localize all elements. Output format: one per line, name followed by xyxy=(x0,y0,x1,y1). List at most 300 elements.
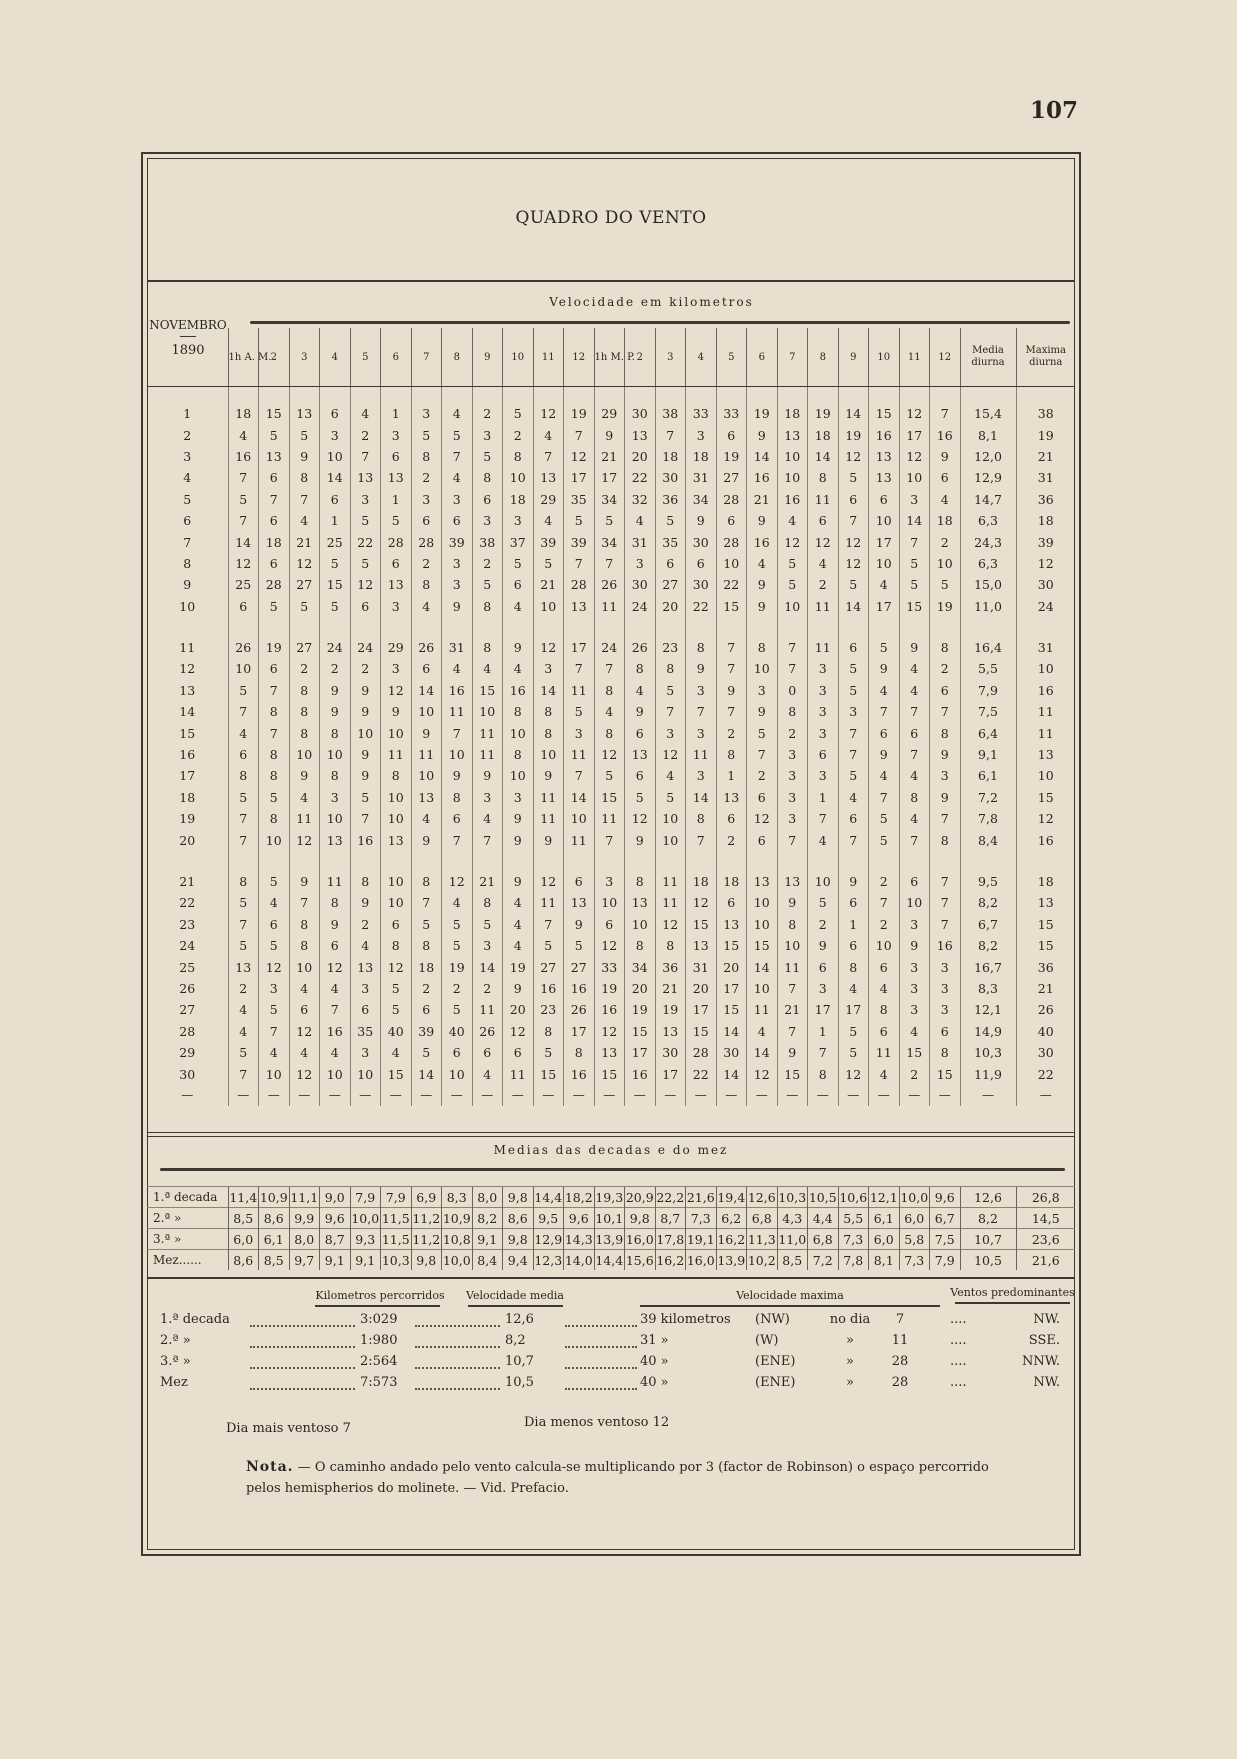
velocity-cell: 5 xyxy=(259,596,290,617)
velocity-cell: 5 xyxy=(747,722,778,743)
dash-cell: — xyxy=(381,1085,412,1106)
spacer-cell xyxy=(625,851,656,871)
velocity-cell: 10 xyxy=(716,553,747,574)
summary-dia: 28 xyxy=(891,1375,909,1390)
velocity-cell: 5 xyxy=(228,892,259,913)
velocity-cell: 13 xyxy=(869,446,900,467)
velocity-cell: 12 xyxy=(320,956,351,977)
average-cell: 7,3 xyxy=(686,1208,717,1229)
spacer-cell xyxy=(716,617,747,637)
day-cell: 22 xyxy=(179,895,196,911)
velocity-cell: 3 xyxy=(564,722,595,743)
velocity-cell: 30 xyxy=(686,574,717,595)
velocity-cell: 11 xyxy=(411,744,442,765)
average-cell: 19,3 xyxy=(594,1187,625,1208)
media-cell: 6,3 xyxy=(960,553,1016,574)
velocity-cell: 7 xyxy=(411,892,442,913)
hour-header: 11 xyxy=(899,328,930,387)
hour-header: 5 xyxy=(716,328,747,387)
hour-header: 7 xyxy=(411,328,442,387)
velocity-cell: 9 xyxy=(930,744,961,765)
velocity-cell: 7 xyxy=(777,658,808,679)
velocity-cell: 4 xyxy=(625,680,656,701)
velocity-cell: 16 xyxy=(594,999,625,1020)
velocity-cell: 8 xyxy=(533,1021,564,1042)
velocity-cell: 7 xyxy=(930,914,961,935)
average-cell: 10,5 xyxy=(808,1187,839,1208)
table-row xyxy=(147,510,1075,531)
velocity-cell: 13 xyxy=(625,892,656,913)
velocity-cell: 3 xyxy=(594,871,625,892)
velocity-cell: 9 xyxy=(747,510,778,531)
velocity-cell: 4 xyxy=(503,596,534,617)
average-cell: 8,1 xyxy=(869,1250,900,1271)
spacer-cell xyxy=(808,851,839,871)
velocity-cell: 4 xyxy=(289,510,320,531)
velocity-cell: 4 xyxy=(381,1042,412,1063)
velocity-cell: 6 xyxy=(869,1021,900,1042)
velocity-cell: 9 xyxy=(625,701,656,722)
velocity-cell: 5 xyxy=(564,510,595,531)
velocity-cell: 26 xyxy=(228,637,259,658)
velocity-cell: 2 xyxy=(930,531,961,552)
average-cell: 22,2 xyxy=(655,1187,686,1208)
average-cell: 7,9 xyxy=(350,1187,381,1208)
average-cell: 9,7 xyxy=(289,1250,320,1271)
velocity-cell: 6 xyxy=(808,744,839,765)
velocity-cell: 7 xyxy=(442,722,473,743)
velocity-cell: 15 xyxy=(899,1042,930,1063)
velocity-cell: 8 xyxy=(411,935,442,956)
velocity-cell: 7 xyxy=(808,808,839,829)
day-cell: 12 xyxy=(179,661,196,677)
media-cell: 8,3 xyxy=(960,978,1016,999)
velocity-cell: 6 xyxy=(808,956,839,977)
velocity-cell: 7 xyxy=(289,489,320,510)
spacer-cell xyxy=(594,851,625,871)
velocity-cell: 15 xyxy=(686,1021,717,1042)
velocity-cell: 16 xyxy=(747,531,778,552)
dash-cell: — xyxy=(594,1085,625,1106)
velocity-cell: 10 xyxy=(777,596,808,617)
table-row xyxy=(147,553,1075,574)
leader-dots: .... xyxy=(950,1354,967,1369)
velocity-cell: 8 xyxy=(259,701,290,722)
velocity-cell: 30 xyxy=(625,403,656,424)
velocity-cell: 6 xyxy=(686,553,717,574)
average-cell: 8,4 xyxy=(472,1250,503,1271)
velocity-cell: 5 xyxy=(442,914,473,935)
velocity-cell: 13 xyxy=(686,935,717,956)
velocity-cell: 13 xyxy=(350,467,381,488)
velocity-cell: 12 xyxy=(838,1063,869,1084)
day-cell: 13 xyxy=(179,682,196,698)
dash-row xyxy=(147,1085,1075,1106)
velocity-cell: 13 xyxy=(411,787,442,808)
velocity-cell: 6 xyxy=(350,596,381,617)
velocity-cell: 10 xyxy=(411,765,442,786)
velocity-cell: 4 xyxy=(411,596,442,617)
velocity-cell: 8 xyxy=(289,680,320,701)
velocity-cell: 5 xyxy=(625,787,656,808)
velocity-cell: 7 xyxy=(533,914,564,935)
average-row xyxy=(147,1229,1075,1250)
leader-dots xyxy=(415,1346,500,1348)
spacer-cell xyxy=(503,617,534,637)
velocity-cell: 33 xyxy=(716,403,747,424)
velocity-cell: 16 xyxy=(869,424,900,445)
average-cell: 10,2 xyxy=(747,1250,778,1271)
table-row xyxy=(147,935,1075,956)
velocity-cell: 4 xyxy=(747,553,778,574)
velocity-cell: 6 xyxy=(259,914,290,935)
velocity-cell: 2 xyxy=(869,871,900,892)
velocity-cell: 2 xyxy=(350,658,381,679)
day-cell: 3 xyxy=(183,448,192,464)
velocity-cell: 3 xyxy=(808,978,839,999)
velocity-cell: 17 xyxy=(594,467,625,488)
velocity-cell: 14 xyxy=(838,596,869,617)
average-max-cell: 23,6 xyxy=(1016,1229,1075,1250)
velocity-cell: 3 xyxy=(899,956,930,977)
spacer-cell xyxy=(320,387,351,404)
velocity-cell: 10 xyxy=(442,744,473,765)
velocity-cell: 20 xyxy=(625,446,656,467)
day-header xyxy=(147,328,228,387)
max-cell: 11 xyxy=(1016,701,1075,722)
hour-header: 10 xyxy=(503,328,534,387)
max-cell: 36 xyxy=(1016,489,1075,510)
velocity-cell: 4 xyxy=(289,978,320,999)
velocity-cell: 4 xyxy=(442,892,473,913)
velocity-cell: 5 xyxy=(259,787,290,808)
summary-media: 8,2 xyxy=(505,1333,526,1348)
velocity-cell: 4 xyxy=(899,658,930,679)
media-cell: 6,1 xyxy=(960,765,1016,786)
spacer-cell xyxy=(655,387,686,404)
velocity-cell: 4 xyxy=(899,808,930,829)
velocity-cell: 34 xyxy=(625,956,656,977)
velocity-cell: 12 xyxy=(594,935,625,956)
velocity-cell: 8 xyxy=(259,765,290,786)
velocity-cell: 7 xyxy=(930,808,961,829)
velocity-cell: 18 xyxy=(228,403,259,424)
velocity-cell: 10 xyxy=(411,701,442,722)
table-row xyxy=(147,1063,1075,1084)
velocity-cell: 4 xyxy=(869,765,900,786)
average-cell: 16,0 xyxy=(686,1250,717,1271)
velocity-cell: 11 xyxy=(442,701,473,722)
velocity-cell: 3 xyxy=(411,489,442,510)
spacer-cell xyxy=(228,617,259,637)
velocity-cell: 39 xyxy=(411,1021,442,1042)
hour-header: 9 xyxy=(472,328,503,387)
media-cell: 6,4 xyxy=(960,722,1016,743)
spacer-cell xyxy=(289,387,320,404)
velocity-cell: 22 xyxy=(716,574,747,595)
velocity-cell: 6 xyxy=(838,892,869,913)
velocity-cell: 10 xyxy=(381,808,412,829)
velocity-cell: 2 xyxy=(228,978,259,999)
average-media-cell: 10,5 xyxy=(960,1250,1016,1271)
velocity-cell: 5 xyxy=(259,424,290,445)
velocity-cell: 4 xyxy=(747,1021,778,1042)
average-cell: 19,1 xyxy=(686,1229,717,1250)
velocity-cell: 7 xyxy=(777,637,808,658)
average-cell: 9,6 xyxy=(564,1208,595,1229)
velocity-cell: 7 xyxy=(747,744,778,765)
velocity-cell: 11 xyxy=(381,744,412,765)
velocity-cell: 3 xyxy=(625,553,656,574)
velocity-cell: 8 xyxy=(320,892,351,913)
velocity-cell: 10 xyxy=(747,892,778,913)
velocity-cell: 31 xyxy=(686,956,717,977)
average-media-cell: 10,7 xyxy=(960,1229,1016,1250)
velocity-cell: 6 xyxy=(808,510,839,531)
velocity-cell: 18 xyxy=(259,531,290,552)
hour-header: 2 xyxy=(259,328,290,387)
hour-header: 10 xyxy=(869,328,900,387)
velocity-cell: 4 xyxy=(808,829,839,850)
velocity-cell: 2 xyxy=(350,914,381,935)
dash-cell: — xyxy=(472,1085,503,1106)
average-cell: 16,0 xyxy=(625,1229,656,1250)
velocity-cell: 10 xyxy=(503,765,534,786)
velocity-cell: 15 xyxy=(747,935,778,956)
velocity-cell: 6 xyxy=(716,424,747,445)
velocity-cell: 7 xyxy=(930,403,961,424)
spacer-cell xyxy=(381,617,412,637)
average-cell: 7,8 xyxy=(838,1250,869,1271)
spacer-cell xyxy=(442,387,473,404)
velocity-cell: 5 xyxy=(472,914,503,935)
summary-km: 1:980 xyxy=(360,1333,398,1348)
velocity-cell: 10 xyxy=(259,1063,290,1084)
velocity-cell: 7 xyxy=(228,914,259,935)
hour-header: 9 xyxy=(838,328,869,387)
average-label: 2.ª » xyxy=(147,1208,228,1229)
media-cell: 6,3 xyxy=(960,510,1016,531)
media-cell: 12,9 xyxy=(960,467,1016,488)
velocity-cell: 8 xyxy=(686,637,717,658)
velocity-cell: 7 xyxy=(228,808,259,829)
velocity-cell: 6 xyxy=(899,871,930,892)
velocity-cell: 7 xyxy=(228,829,259,850)
velocity-cell: 9 xyxy=(350,765,381,786)
velocity-cell: 6 xyxy=(655,553,686,574)
velocity-cell: 7 xyxy=(594,553,625,574)
velocity-cell: 28 xyxy=(259,574,290,595)
velocity-cell: 11 xyxy=(564,829,595,850)
table-row xyxy=(147,808,1075,829)
velocity-cell: 5 xyxy=(228,787,259,808)
spacer-row xyxy=(147,387,1075,404)
velocity-cell: 17 xyxy=(899,424,930,445)
velocity-cell: 9 xyxy=(869,658,900,679)
spacer-cell xyxy=(930,617,961,637)
velocity-cell: 12 xyxy=(533,637,564,658)
average-cell: 9,8 xyxy=(503,1229,534,1250)
velocity-cell: 27 xyxy=(289,574,320,595)
velocity-cell: 4 xyxy=(838,787,869,808)
velocity-cell: 10 xyxy=(320,744,351,765)
averages-divider xyxy=(147,1132,1075,1133)
max-cell: 26 xyxy=(1016,999,1075,1020)
average-cell: 6,8 xyxy=(808,1229,839,1250)
dash-cell: — xyxy=(869,1085,900,1106)
velocity-cell: 15 xyxy=(716,999,747,1020)
average-cell: 13,9 xyxy=(594,1229,625,1250)
velocity-cell: 18 xyxy=(655,446,686,467)
velocity-cell: 8 xyxy=(716,744,747,765)
velocity-cell: 6 xyxy=(442,510,473,531)
velocity-cell: 8 xyxy=(411,871,442,892)
average-cell: 14,4 xyxy=(533,1187,564,1208)
velocity-cell: 4 xyxy=(503,658,534,679)
velocity-cell: 5 xyxy=(655,787,686,808)
velocity-cell: 6 xyxy=(259,467,290,488)
spacer-cell xyxy=(838,851,869,871)
velocity-cell: 6 xyxy=(381,914,412,935)
velocity-cell: 17 xyxy=(655,1063,686,1084)
velocity-heading: Velocidade em kilometros xyxy=(549,295,754,309)
velocity-cell: 3 xyxy=(381,424,412,445)
velocity-cell: 6 xyxy=(930,680,961,701)
hour-header-row xyxy=(147,328,1075,387)
velocity-cell: 15 xyxy=(381,1063,412,1084)
velocity-cell: 11 xyxy=(655,871,686,892)
velocity-cell: 5 xyxy=(259,999,290,1020)
velocity-cell: 8 xyxy=(411,574,442,595)
velocity-cell: 9 xyxy=(533,765,564,786)
velocity-cell: 10 xyxy=(747,658,778,679)
velocity-cell: 9 xyxy=(289,446,320,467)
spacer-cell xyxy=(533,387,564,404)
velocity-cell: 24 xyxy=(350,637,381,658)
hour-header: 7 xyxy=(777,328,808,387)
max-cell: 39 xyxy=(1016,531,1075,552)
velocity-cell: 3 xyxy=(686,722,717,743)
velocity-cell: 12 xyxy=(289,553,320,574)
dash-cell: — xyxy=(350,1085,381,1106)
average-cell: 11,3 xyxy=(747,1229,778,1250)
day-cell: 26 xyxy=(179,980,196,996)
velocity-cell: 13 xyxy=(777,871,808,892)
velocity-cell: 9 xyxy=(594,424,625,445)
velocity-cell: 9 xyxy=(320,680,351,701)
velocity-cell: 7 xyxy=(259,680,290,701)
velocity-cell: 14 xyxy=(899,510,930,531)
velocity-cell: 10 xyxy=(350,1063,381,1084)
summary-dir: (W) xyxy=(755,1333,779,1348)
average-cell: 9,6 xyxy=(930,1187,961,1208)
velocity-cell: 13 xyxy=(228,956,259,977)
velocity-cell: 22 xyxy=(686,596,717,617)
velocity-cell: 31 xyxy=(442,637,473,658)
velocity-cell: 13 xyxy=(747,871,778,892)
velocity-cell: 6 xyxy=(472,489,503,510)
velocity-cell: 4 xyxy=(655,765,686,786)
velocity-cell: 36 xyxy=(655,956,686,977)
velocity-cell: 9 xyxy=(686,510,717,531)
average-cell: 6,0 xyxy=(228,1229,259,1250)
velocity-cell: 10 xyxy=(869,553,900,574)
velocity-cell: 8 xyxy=(228,871,259,892)
velocity-cell: 11 xyxy=(472,744,503,765)
velocity-cell: 4 xyxy=(594,701,625,722)
velocity-cell: 3 xyxy=(686,680,717,701)
media-cell: 16,4 xyxy=(960,637,1016,658)
velocity-cell: 7 xyxy=(564,553,595,574)
velocity-cell: 14 xyxy=(838,403,869,424)
day-cell: 4 xyxy=(183,470,192,486)
average-cell: 7,3 xyxy=(899,1250,930,1271)
velocity-cell: 4 xyxy=(838,978,869,999)
velocity-cell: 4 xyxy=(472,658,503,679)
velocity-cell: 12 xyxy=(899,446,930,467)
velocity-cell: 6 xyxy=(930,467,961,488)
velocity-cell: 3 xyxy=(350,1042,381,1063)
average-cell: 9,5 xyxy=(533,1208,564,1229)
velocity-cell: 6 xyxy=(594,914,625,935)
velocity-cell: 8 xyxy=(320,722,351,743)
velocity-cell: 9 xyxy=(930,446,961,467)
summary-max: 40 » xyxy=(640,1375,669,1390)
hour-header: 4 xyxy=(686,328,717,387)
velocity-cell: 3 xyxy=(655,722,686,743)
velocity-cell: 1 xyxy=(381,489,412,510)
max-cell: 16 xyxy=(1016,829,1075,850)
average-cell: 4,4 xyxy=(808,1208,839,1229)
velocity-cell: 17 xyxy=(564,637,595,658)
velocity-cell: 34 xyxy=(594,531,625,552)
velocity-cell: 9 xyxy=(381,701,412,722)
velocity-cell: 15 xyxy=(259,403,290,424)
velocity-cell: 2 xyxy=(442,978,473,999)
dash-cell: — xyxy=(747,1085,778,1106)
velocity-cell: 3 xyxy=(808,680,839,701)
summary-media: 10,7 xyxy=(505,1354,534,1369)
velocity-cell: 22 xyxy=(625,467,656,488)
velocity-cell: 5 xyxy=(442,935,473,956)
velocity-cell: 7 xyxy=(838,829,869,850)
velocity-cell: 9 xyxy=(503,871,534,892)
velocity-cell: 4 xyxy=(503,914,534,935)
summary-header-km-rule xyxy=(315,1305,440,1307)
spacer-cell xyxy=(228,387,259,404)
velocity-cell: 11 xyxy=(320,871,351,892)
summary-vento: NW. xyxy=(1033,1312,1060,1327)
velocity-cell: 13 xyxy=(564,892,595,913)
velocity-cell: 9 xyxy=(899,637,930,658)
velocity-cell: 2 xyxy=(350,424,381,445)
velocity-cell: 4 xyxy=(503,892,534,913)
dash-cell: — xyxy=(716,1085,747,1106)
velocity-cell: 2 xyxy=(808,914,839,935)
velocity-cell: 9 xyxy=(442,765,473,786)
media-cell: 7,2 xyxy=(960,787,1016,808)
velocity-cell: 10 xyxy=(869,935,900,956)
velocity-cell: 5 xyxy=(594,765,625,786)
average-cell: 11,5 xyxy=(381,1229,412,1250)
velocity-cell: 5 xyxy=(228,935,259,956)
velocity-cell: 12 xyxy=(259,956,290,977)
dash-cell: — xyxy=(655,1085,686,1106)
velocity-cell: 5 xyxy=(289,596,320,617)
velocity-cell: 7 xyxy=(899,829,930,850)
velocity-cell: 10 xyxy=(777,446,808,467)
velocity-cell: 5 xyxy=(655,510,686,531)
